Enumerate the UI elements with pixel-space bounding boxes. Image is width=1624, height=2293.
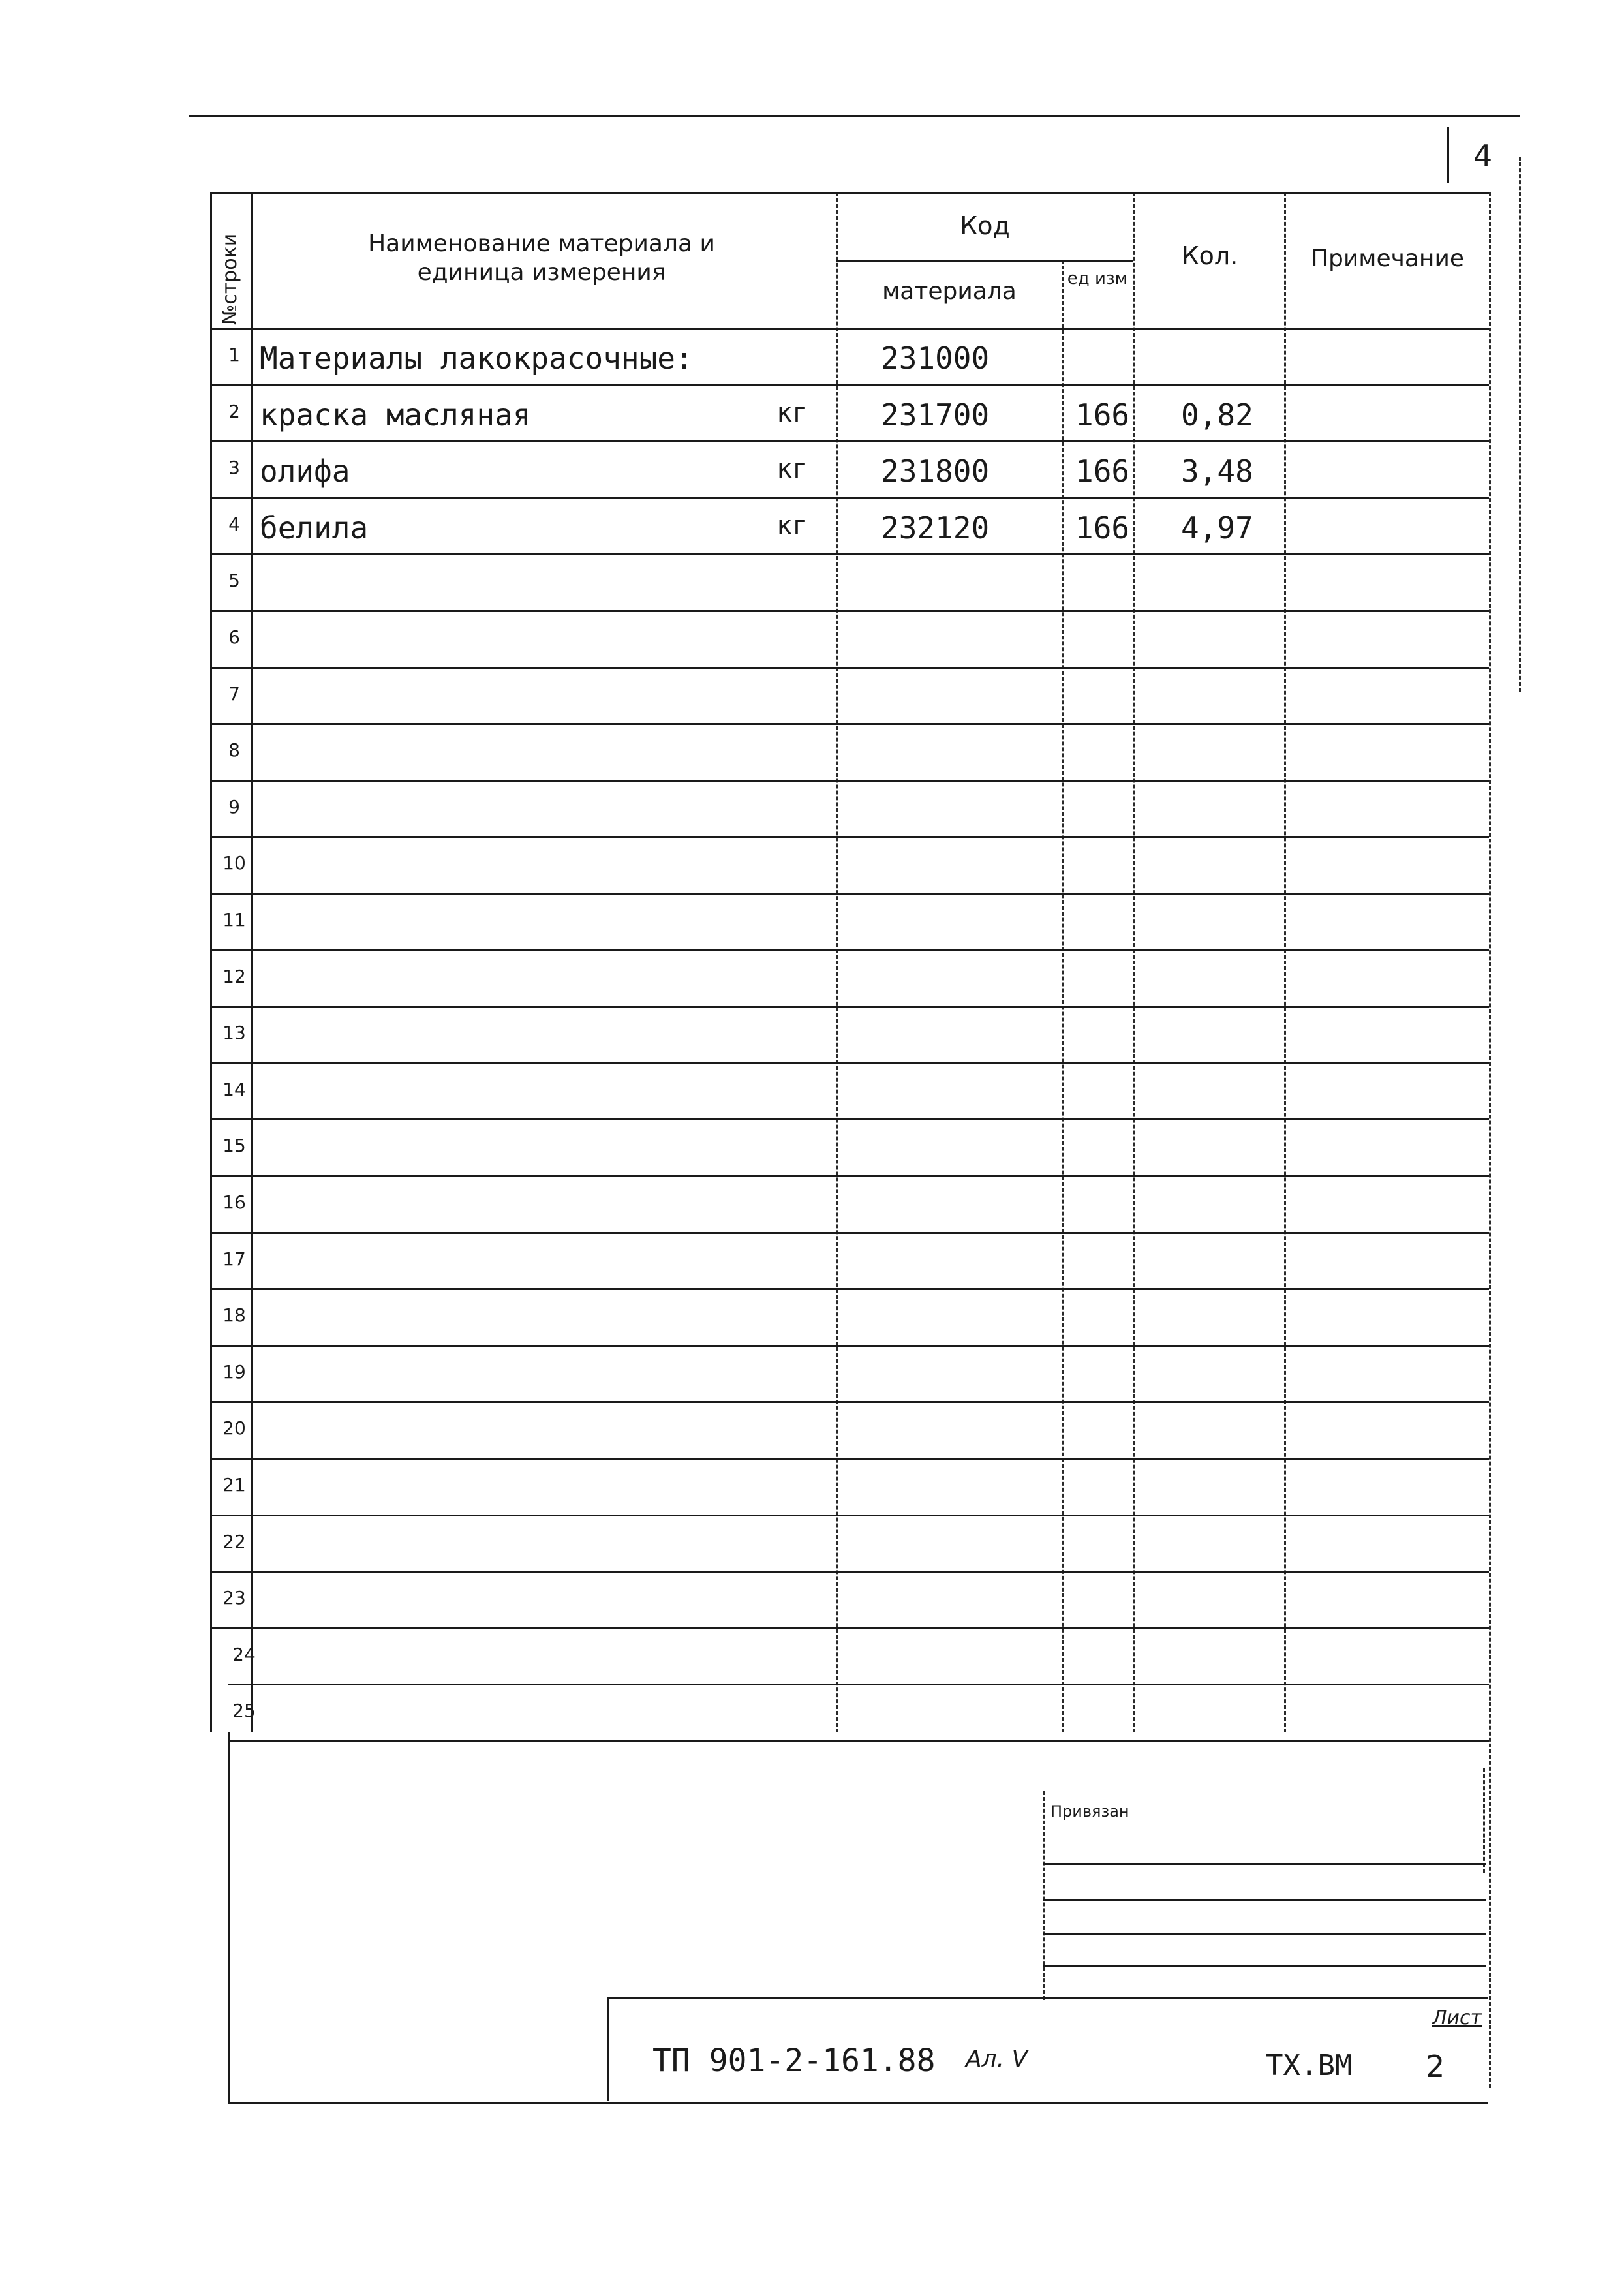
row-number: 19 [222, 1361, 246, 1383]
row-number: 15 [222, 1135, 246, 1156]
row-number: 16 [222, 1192, 246, 1213]
row-separator [228, 1740, 1489, 1742]
row-separator [210, 1175, 1489, 1177]
header-code: Код [960, 211, 1010, 240]
material-name: олифа [260, 454, 350, 489]
sheet-number: 2 [1426, 2049, 1445, 2084]
row-separator [210, 949, 1489, 951]
right-border [1489, 192, 1491, 2088]
row-number: 20 [222, 1417, 246, 1439]
material-code: 231000 [881, 341, 990, 376]
row-separator [210, 836, 1489, 838]
code-subheader-line [836, 260, 1133, 262]
top-rule [189, 115, 1520, 117]
col-sep-code [1133, 192, 1135, 1732]
row-separator [210, 893, 1489, 895]
col-sep-qty [1284, 192, 1286, 1732]
material-name: краска масляная [260, 397, 531, 433]
row-number: 9 [228, 796, 240, 818]
col-sep-unitcode [1062, 260, 1064, 1732]
row-separator [210, 610, 1489, 612]
row-number: 24 [232, 1644, 256, 1665]
right-edge-marks [1519, 157, 1521, 692]
stamp-top [607, 1997, 1488, 1999]
material-code: 231700 [881, 397, 990, 433]
row-number: 21 [222, 1474, 246, 1496]
row-separator [210, 1627, 1489, 1629]
row-number: 2 [228, 401, 240, 422]
row-separator [210, 1515, 1489, 1516]
row-separator [228, 1684, 1489, 1685]
quantity: 0,82 [1181, 397, 1253, 433]
header-note: Примечание [1310, 245, 1465, 272]
row-number: 23 [222, 1587, 246, 1608]
row-separator [210, 1401, 1489, 1403]
stamp-left [607, 1997, 609, 2101]
col-sep-name [836, 192, 838, 1732]
row-number: 7 [228, 683, 240, 705]
header-top [210, 192, 1489, 194]
page-number-divider [1447, 127, 1449, 183]
row-separator [210, 497, 1489, 499]
footer-bottom-rule [228, 2102, 1488, 2104]
page-number: 4 [1473, 138, 1493, 174]
left-border [210, 192, 212, 1732]
row-separator [210, 553, 1489, 555]
binding-line-1 [1043, 1863, 1486, 1865]
binding-line-4 [1043, 1965, 1486, 1967]
material-unit: кг [776, 454, 808, 484]
row-separator [210, 1345, 1489, 1347]
row-number: 8 [228, 739, 240, 761]
album-number: Ал. V [966, 2046, 1028, 2072]
row-separator [210, 723, 1489, 725]
row-separator [210, 1006, 1489, 1008]
quantity: 4,97 [1181, 510, 1253, 546]
binding-line-2 [1043, 1899, 1486, 1901]
quantity: 3,48 [1181, 454, 1253, 489]
row-separator [210, 1288, 1489, 1290]
material-code: 232120 [881, 510, 990, 546]
unit-code: 166 [1075, 510, 1130, 546]
header-unit-code: ед изм [1067, 269, 1128, 288]
row-number: 12 [222, 966, 246, 987]
row-separator [210, 1458, 1489, 1460]
sheet-label: Лист [1432, 2007, 1482, 2029]
binding-block-right [1483, 1768, 1485, 1873]
row-separator [210, 1062, 1489, 1064]
material-name: белила [260, 510, 369, 546]
row-number: 11 [222, 909, 246, 931]
unit-code: 166 [1075, 454, 1130, 489]
row-number: 4 [228, 514, 240, 535]
row-number: 5 [228, 570, 240, 591]
row-number: 25 [232, 1700, 256, 1721]
row-number: 13 [222, 1022, 246, 1043]
row-separator [210, 667, 1489, 669]
header-bottom [210, 328, 1489, 330]
material-unit: кг [776, 398, 808, 428]
left-border-lower [228, 1732, 230, 2104]
row-separator [210, 1118, 1489, 1120]
row-separator [210, 780, 1489, 782]
row-separator [210, 1571, 1489, 1573]
binding-line-3 [1043, 1933, 1486, 1935]
binding-label: Привязан [1050, 1802, 1129, 1821]
row-separator [210, 384, 1489, 386]
material-code: 231800 [881, 454, 990, 489]
header-quantity: Кол. [1181, 241, 1238, 270]
material-name: Материалы лакокрасочные: [260, 341, 694, 376]
material-unit: кг [776, 511, 808, 541]
header-name: Наименование материала и единица измерения [368, 230, 715, 286]
row-number: 14 [222, 1079, 246, 1100]
header-material-code: материала [882, 278, 1017, 305]
document-mark: ТХ.ВМ [1266, 2049, 1353, 2082]
row-separator [210, 1232, 1489, 1234]
row-number: 18 [222, 1304, 246, 1326]
row-number: 3 [228, 457, 240, 478]
col-sep-rownum [251, 192, 253, 1732]
header-row-number: №строки [219, 233, 241, 325]
row-number: 17 [222, 1248, 246, 1270]
row-number: 1 [228, 344, 240, 365]
document-code: ТП 901-2-161.88 [652, 2042, 936, 2079]
row-number: 6 [228, 626, 240, 648]
row-number: 10 [222, 852, 246, 874]
row-number: 22 [222, 1531, 246, 1552]
binding-block-left [1043, 1791, 1045, 2000]
row-separator [210, 440, 1489, 442]
unit-code: 166 [1075, 397, 1130, 433]
